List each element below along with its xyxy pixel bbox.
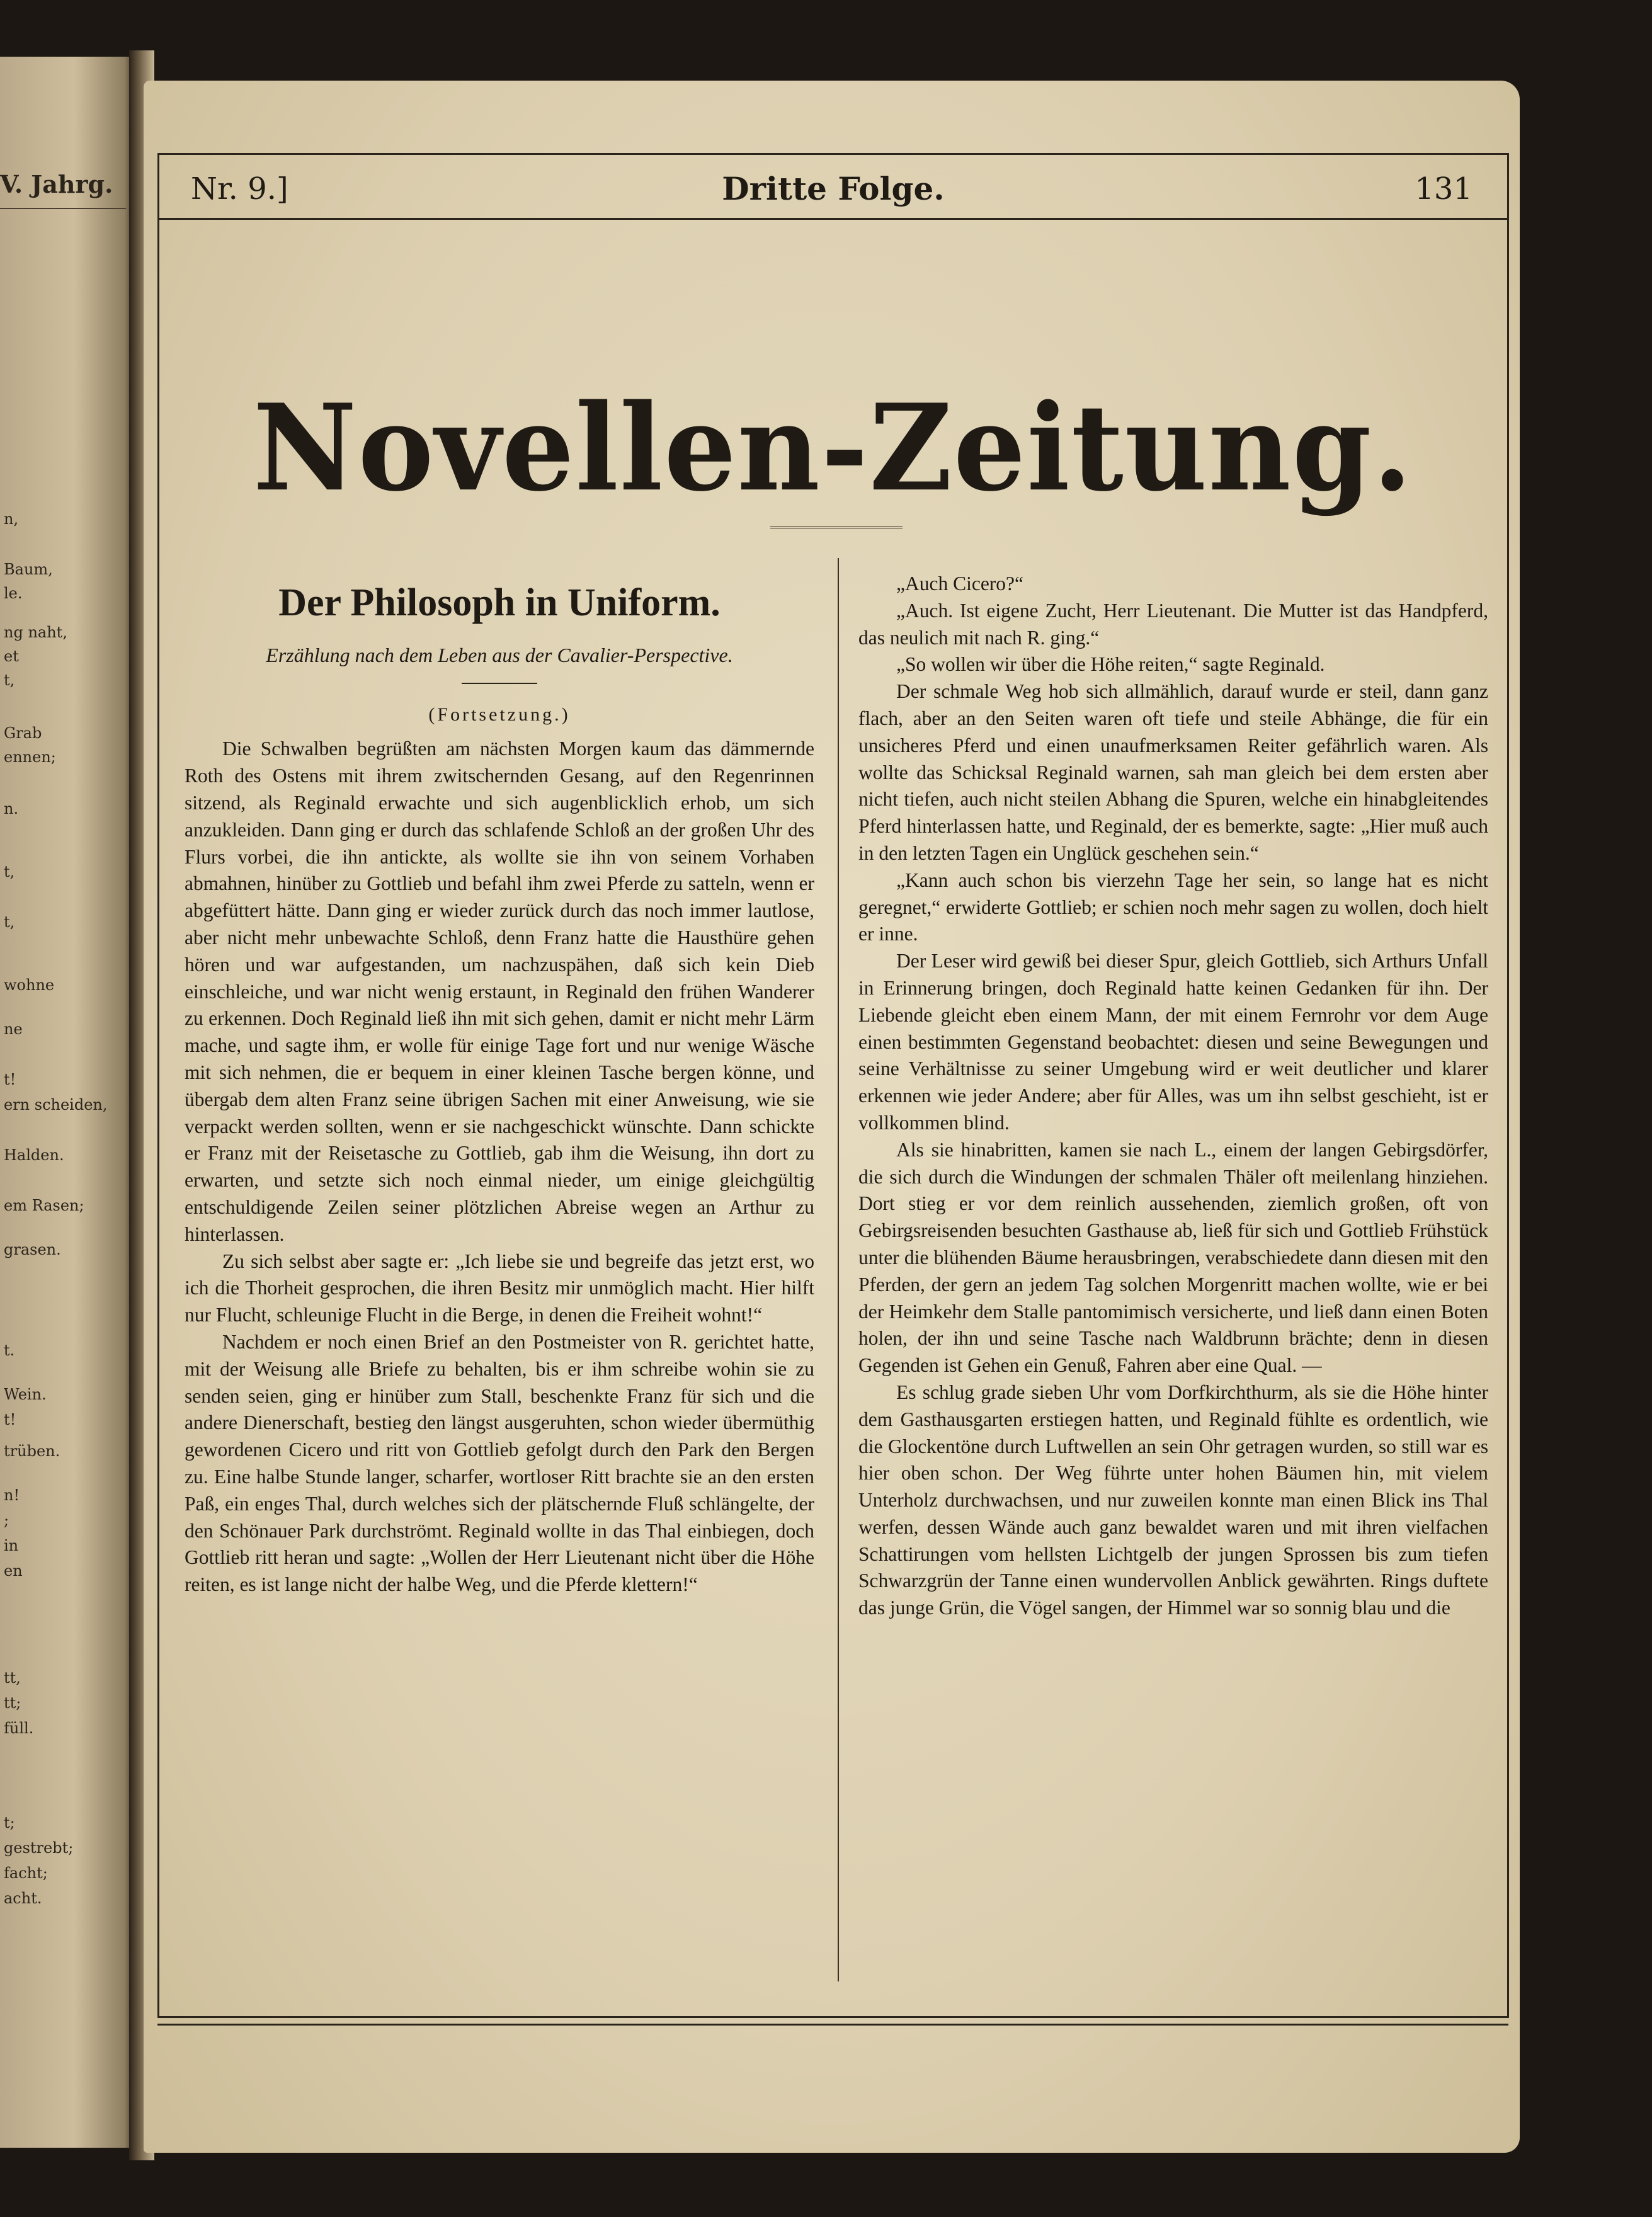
left-page-fragment: tt; [4,1694,21,1712]
left-page [0,57,135,2148]
masthead-title: Novellen-Zeitung. [253,378,1414,518]
left-page-fragment: en [4,1562,23,1580]
paragraph: Als sie hinabritten, kamen sie nach L., einem der langen Gebirgsdörfer, die sich durch die Windungen der schmalen Thäler oft meilenlang hinziehen. Dort stieg er vor dem reinlich aussehenden, ziemlich großen, oft von Gebirgsreisenden besuchten Gasthause ab, ließ für sich und Gottlieb Frühstück unter die blühenden Bäume herausbringen, verabschiedete dann diesen mit den Pferden, der gern an jedem Tag solchen Morgenritt machen wollte, wie er bei der Heimkehr dem Stalle pantomimisch versicherte, und ließ dann einen Boten holen, der ihn und seine Tasche nach Waldbrunn brächte; denn in diesen Gegenden ist Gehen ein Genuß, Fahren aber eine Qual. — [858,1138,1488,1377]
left-page-fragment: ern scheiden, [4,1096,108,1114]
left-page-fragment: t, [4,863,15,881]
left-page-fragment: füll. [4,1719,34,1737]
issue-number: Nr. 9.] [191,171,288,207]
series-label: Dritte Folge. [722,170,945,207]
left-page-fragment: gestrebt; [4,1839,74,1857]
left-page-fragment: Wein. [4,1386,47,1403]
left-page-fragment: ne [4,1020,23,1038]
left-page-fragment: t; [4,1814,15,1832]
column-divider [838,558,839,1981]
paragraph: Der Leser wird gewiß bei dieser Spur, gleich Gottlieb, sich Arthurs Unfall in Erinnerung bringen, doch Reginald hatte keinen Gedanken für ihn. Der Liebende gleicht eben einem Mann, der mit einem Fernrohr vor dem Auge einen bestimmten Gegenstand beobachtet: diesen und seine Bewegungen und seine Verhältnisse zu seiner Umgebung wird er weit deutlicher und klarer erkennen wie jeder Andere; aber für Alles, was um ihn selbst geschieht, ist er vollkommen blind. [858,950,1488,1134]
left-page-fragment: n. [4,800,19,818]
paragraph: Der schmale Weg hob sich allmählich, darauf wurde er steil, dann ganz flach, aber an den Seiten waren oft tiefe und steile Abhänge, die für ein unsicheres Pferd und einen unaufmerksamen Reiter gefährlich waren. Als wollte das Schicksal Reginald warnen, sah man gleich bei dem ersten aber nicht tiefen, auch nicht steilen Abhang die Spuren, welche ein hinabgleitendes Pferd hinterlassen hatte, und Reginald, der es bemerkte, sagte: „Hier muß auch in den letzten Tagen ein Unglück geschehen sein.“ [858,680,1488,864]
right-column [858,571,1488,1622]
left-page-rule [0,208,126,209]
left-column [185,571,814,1599]
left-page-fragment: Halden. [4,1146,64,1164]
paragraph: „Auch. Ist eigene Zucht, Herr Lieutenant. Die Mutter ist das Handpferd, das neulich mit nach R. ging.“ [858,599,1488,649]
paragraph: „Kann auch schon bis vierzehn Tage her sein, so lange hat es nicht geregnet,“ erwiderte Gottlieb; er schien noch mehr sagen zu wollen, doch hielt er inne. [858,869,1488,945]
left-page-fragment: ng naht, [4,624,67,641]
left-page-fragment: t! [4,1071,16,1088]
paragraph: Die Schwalben begrüßten am nächsten Morgen kaum das dämmernde Roth des Ostens mit ihrem zwitschernden Gesang, auf den Regenrinnen sitzend, als Reginald erwachte und sich augenblicklich erhob, um sich anzukleiden. Dann ging er durch das schlafende Schloß an der großen Uhr des Flurs vorbei, die ihn antickte, als wollte sie ihn von seinem Vorhaben abmahnen, hinüber zu Gottlieb und befahl ihm zwei Pferde zu satteln, wenn er abgefüttert hätte. Dann ging er wieder zurück durch das noch immer lautlose, aber nicht mehr unbewachte Schloß, denn Franz hatte die Hausthüre gehen hören und war aufgestanden, um nachzuspähen, daß sich kein Dieb einschleiche, und war nicht wenig erstaunt, in Reginald den frühen Wanderer zu erkennen. Doch Reginald ließ ihn mit sich gehen, damit er nicht mehr Lärm mache, und sagte ihm, er wolle für einige Tage fort und nur wenige Wäsche mit sich nehmen, die er bequem in einer kleinen Tasche bergen könne, und übergab dem alten Franz seine übrigen Sachen mit einer Anweisung, wie sie verpackt werden sollten, wenn er sie nachgeschickt wünschte. Dann schickte er Franz mit der Reisetasche zu Gottlieb, gab ihm die Weisung, ihn dort zu erwarten, und setzte sich noch einmal nieder, um einige gleichgültig entschuldigende Zeilen seiner plötzlichen Abreise wegen an Arthur zu hinterlassen. [185,738,814,1245]
title-rule [462,683,537,684]
left-page-fragment: t! [4,1411,16,1428]
paragraph: Zu sich selbst aber sagte er: „Ich liebe sie und begreife das jetzt erst, wo ich die Thorheit gesprochen, die ihren Besitz mir unmöglich macht. Hier hilft nur Flucht, schleunige Flucht in die Berge, in denen die Freiheit wohnt!“ [185,1250,814,1326]
left-page-fragment: in [4,1537,19,1554]
left-page-fragment: n, [4,510,19,528]
page-number: 131 [1415,171,1473,207]
left-page-fragment: ; [4,1512,9,1529]
bottom-rule [157,2024,1508,2026]
left-page-fragment: grasen. [4,1241,61,1258]
left-page-fragment: le. [4,584,23,602]
left-page-fragment: acht. [4,1889,42,1907]
left-page-fragment: facht; [4,1864,48,1882]
left-page-fragment: tt, [4,1669,21,1687]
left-page-header: V. Jahrg. [0,170,113,198]
article-title: Der Philosoph in Uniform. [278,581,721,624]
continuation-note: (Fortsetzung.) [428,704,571,725]
left-page-fragment: n! [4,1486,20,1504]
masthead-ornament [770,527,903,528]
paragraph: Nachdem er noch einen Brief an den Postmeister von R. gerichtet hatte, mit der Weisung alle Briefe zu behalten, bis er ihm schreibe wohin sie zu senden seien, ging er hinüber zum Stall, beschenkte Franz für sich und die andere Dienerschaft, bestieg den längst ausgeruhten, schon wieder übermüthig gewordenen Cicero und ritt von Gottlieb gefolgt durch den Park den Bergen zu. Eine halbe Stunde langer, scharfer, wortloser Ritt brachte sie an den ersten Paß, ein enges Thal, durch welches sich der plätschernde Fluß schlängelte, der den Schönauer Park durchströmt. Reginald wollte in das Thal einbiegen, doch Gottlieb ritt heran und sagte: „Wollen der Herr Lieutenant nicht über die Höhe reiten, es ist lange nicht der halbe Weg, und die Pferde klettern!“ [185,1330,814,1596]
left-page-fragment: t, [4,671,15,689]
paragraph: „Auch Cicero?“ [896,573,1024,595]
left-page-fragment: ennen; [4,748,56,766]
page-frame [157,153,1509,2018]
left-page-fragment: Baum, [4,561,53,578]
left-page-fragment: t. [4,1342,15,1359]
left-page-fragment: trüben. [4,1442,60,1460]
article-subtitle: Erzählung nach dem Leben aus der Cavalier-Perspective. [266,643,733,666]
left-page-fragment: t, [4,913,15,931]
running-header [159,155,1507,220]
newspaper-page [144,81,1520,2153]
left-page-fragment: Grab [4,724,42,742]
left-page-fragment: wohne [4,976,55,994]
left-page-fragment: em Rasen; [4,1197,84,1214]
paragraph: „So wollen wir über die Höhe reiten,“ sagte Reginald. [896,653,1325,676]
left-page-fragment: et [4,647,19,665]
paragraph: Es schlug grade sieben Uhr vom Dorfkirchthurm, als sie die Höhe hinter dem Gasthausgarten erstiegen hatten, und Reginald fühlte es ordentlich, wie die Glockentöne durch Luftwellen an sein Ohr getragen wurden, so still war es hier oben schon. Der Weg führte unter hohen Bäumen hin, mit vielem Unterholz durchwachsen, und nur zuweilen konnte man einen Blick ins Thal werfen, dessen Wände auch ganz bewaldet waren und mit ihren vielfachen Schattirungen vom hellsten Lichtgelb der jungen Sprossen bis zum tiefen Schwarzgrün der Tanne einen wundervollen Anblick gewährten. Rings duftete das junge Grün, die Vögel sangen, der Himmel war so sonnig blau und die [858,1381,1488,1619]
